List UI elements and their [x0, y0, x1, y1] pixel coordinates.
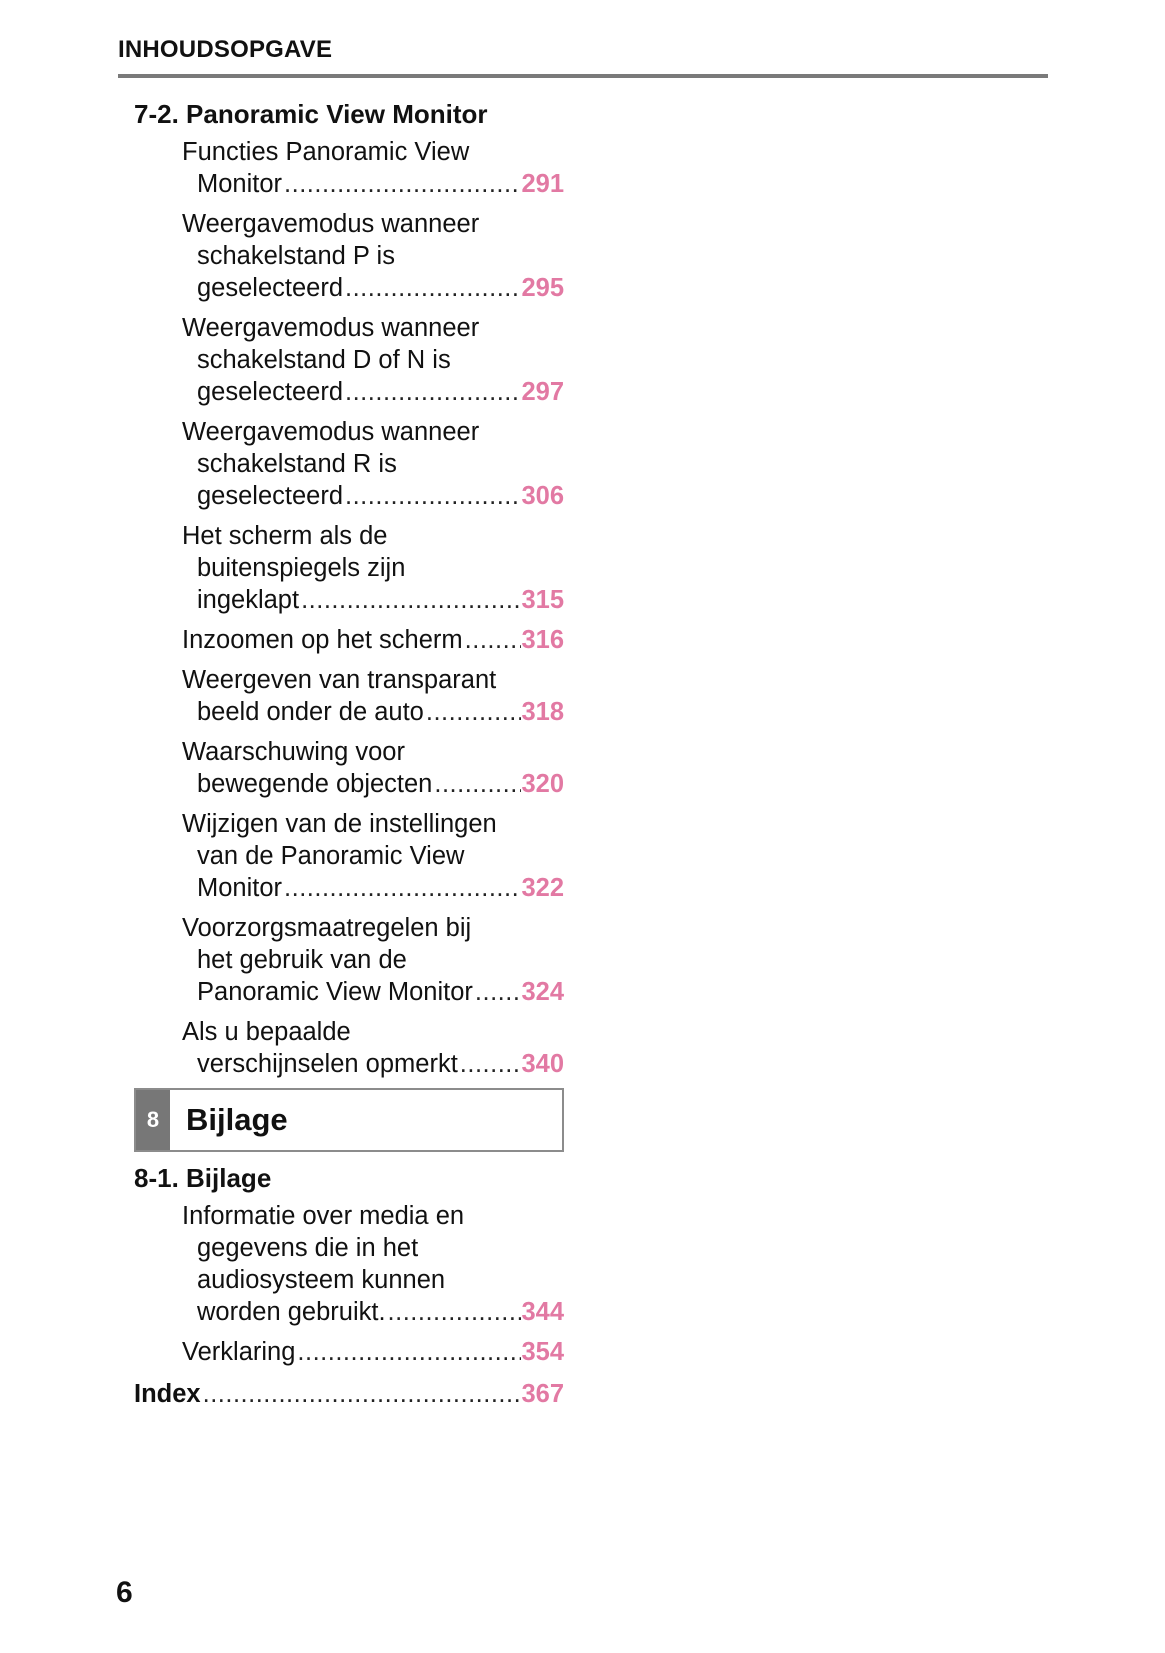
toc-entry[interactable]	[134, 136, 564, 200]
leader-dots	[282, 872, 521, 904]
toc-entry-line: Wijzigen van de instellingen	[182, 810, 497, 838]
toc-entry-text: geselecteerd	[197, 274, 344, 302]
chapter-box-8[interactable]	[134, 1088, 564, 1152]
toc-entry-text: geselecteerd	[197, 378, 344, 406]
toc-entry-text: worden gebruikt.	[197, 1298, 386, 1326]
page-ref[interactable]: 340	[521, 1050, 564, 1078]
toc-entry[interactable]	[134, 736, 564, 800]
toc-entry[interactable]	[134, 808, 564, 904]
toc-list-8-1	[134, 1200, 564, 1368]
toc-entry-text: beeld onder de auto	[197, 698, 424, 726]
leader-dots	[282, 168, 521, 200]
page-ref[interactable]: 316	[521, 626, 564, 654]
toc-entry-line: Voorzorgsmaatregelen bij	[182, 914, 472, 942]
toc-entry-line: Waarschuwing voor	[182, 738, 405, 766]
toc-entry-title	[182, 912, 521, 1008]
toc-entry-line: schakelstand P is	[197, 242, 395, 270]
page-ref[interactable]: 306	[521, 482, 564, 510]
toc-entry-text: verschijnselen opmerkt	[197, 1050, 458, 1078]
toc-entry-text: Panoramic View Monitor	[197, 978, 473, 1006]
page-ref[interactable]: 291	[521, 170, 564, 198]
toc-entry-title	[182, 136, 521, 200]
toc-entry[interactable]	[134, 520, 564, 616]
toc-entry-line: schakelstand R is	[197, 450, 397, 478]
toc-entry[interactable]	[134, 416, 564, 512]
toc-entry[interactable]	[134, 1200, 564, 1328]
toc-entry-line	[182, 480, 521, 512]
leader-dots	[463, 624, 522, 656]
page-ref[interactable]: 344	[521, 1298, 564, 1326]
toc-entry-line: Als u bepaalde	[182, 1018, 351, 1046]
toc-entry-line: het gebruik van de	[197, 946, 407, 974]
toc-entry-line: Weergavemodus wanneer	[182, 418, 480, 446]
toc-entry-line	[182, 768, 521, 800]
page-ref[interactable]: 295	[521, 274, 564, 302]
toc-entry-line	[182, 696, 521, 728]
toc-entry[interactable]	[134, 312, 564, 408]
toc-entry-line	[182, 168, 521, 200]
page-ref[interactable]: 322	[521, 874, 564, 902]
toc-entry-line: Het scherm als de	[182, 522, 388, 550]
page-ref[interactable]: 320	[521, 770, 564, 798]
leader-dots	[473, 976, 522, 1008]
toc-entry-title	[182, 808, 521, 904]
toc-entry-title	[182, 1200, 521, 1328]
toc-entry-title	[182, 664, 521, 728]
toc-entry-text: bewegende objecten	[197, 770, 433, 798]
page-ref[interactable]: 318	[521, 698, 564, 726]
toc-entry-title	[182, 208, 521, 304]
toc-entry-line	[182, 872, 521, 904]
toc-entry-line: buitenspiegels zijn	[197, 554, 406, 582]
page-ref[interactable]: 297	[521, 378, 564, 406]
toc-entry-line	[182, 1296, 521, 1328]
toc-entry-line: Weergeven van transparant	[182, 666, 497, 694]
toc-entry[interactable]	[134, 912, 564, 1008]
leader-dots	[343, 272, 521, 304]
toc-column	[134, 98, 564, 1410]
toc-entry[interactable]	[134, 624, 564, 656]
toc-entry[interactable]	[134, 1016, 564, 1080]
toc-entry-text: Verklaring	[182, 1338, 296, 1366]
chapter-title: Bijlage	[186, 1102, 288, 1137]
leader-dots	[343, 480, 521, 512]
toc-entry-text: Monitor	[197, 170, 283, 198]
chapter-number-tab: 8	[136, 1090, 170, 1150]
toc-list-7-2	[134, 136, 564, 1080]
leader-dots	[295, 1336, 521, 1368]
leader-dots	[386, 1296, 522, 1328]
section-heading-8-1: 8-1. Bijlage	[134, 1163, 272, 1193]
toc-entry-line	[182, 624, 521, 656]
toc-entry-text: Monitor	[197, 874, 283, 902]
toc-entry-line	[182, 1336, 521, 1368]
toc-entry-line: Weergavemodus wanneer	[182, 210, 480, 238]
toc-entry-line: Weergavemodus wanneer	[182, 314, 480, 342]
toc-entry[interactable]	[134, 1336, 564, 1368]
page-ref[interactable]: 324	[521, 978, 564, 1006]
toc-entry-title	[182, 520, 521, 616]
leader-dots	[458, 1048, 522, 1080]
toc-entry[interactable]	[134, 208, 564, 304]
toc-entry-line	[182, 376, 521, 408]
toc-entry-index[interactable]	[134, 1378, 564, 1410]
leader-dots	[201, 1378, 522, 1410]
leader-dots	[299, 584, 521, 616]
toc-entry-line	[182, 272, 521, 304]
toc-entry-text: Inzoomen op het scherm	[182, 626, 463, 654]
page-ref[interactable]: 315	[521, 586, 564, 614]
toc-entry-text: ingeklapt	[197, 586, 300, 614]
toc-entry-title	[182, 1016, 521, 1080]
leader-dots	[432, 768, 521, 800]
toc-entry-line: gegevens die in het	[197, 1234, 419, 1262]
header-rule	[118, 74, 1048, 78]
running-header: INHOUDSOPGAVE	[118, 36, 333, 63]
page-ref[interactable]: 354	[521, 1338, 564, 1366]
leader-dots	[424, 696, 522, 728]
toc-entry-title	[182, 624, 521, 656]
toc-entry-title	[182, 1336, 521, 1368]
toc-entry-text: geselecteerd	[197, 482, 344, 510]
toc-entry-line: Functies Panoramic View	[182, 138, 470, 166]
toc-entry-line: schakelstand D of N is	[197, 346, 451, 374]
toc-entry-line	[182, 1048, 521, 1080]
toc-entry-line	[182, 584, 521, 616]
toc-entry-title	[182, 312, 521, 408]
page-number: 6	[116, 1576, 133, 1609]
section-heading-7-2: 7-2. Panoramic View Monitor	[134, 99, 488, 129]
toc-entry-title	[182, 416, 521, 512]
index-label: Index	[134, 1380, 201, 1408]
toc-entry-line: audiosysteem kunnen	[197, 1266, 446, 1294]
toc-entry-line: Informatie over media en	[182, 1202, 465, 1230]
toc-entry[interactable]	[134, 664, 564, 728]
toc-entry-line	[182, 976, 521, 1008]
toc-entry-title	[182, 736, 521, 800]
page-ref[interactable]: 367	[521, 1380, 564, 1408]
leader-dots	[343, 376, 521, 408]
toc-entry-line: van de Panoramic View	[197, 842, 465, 870]
